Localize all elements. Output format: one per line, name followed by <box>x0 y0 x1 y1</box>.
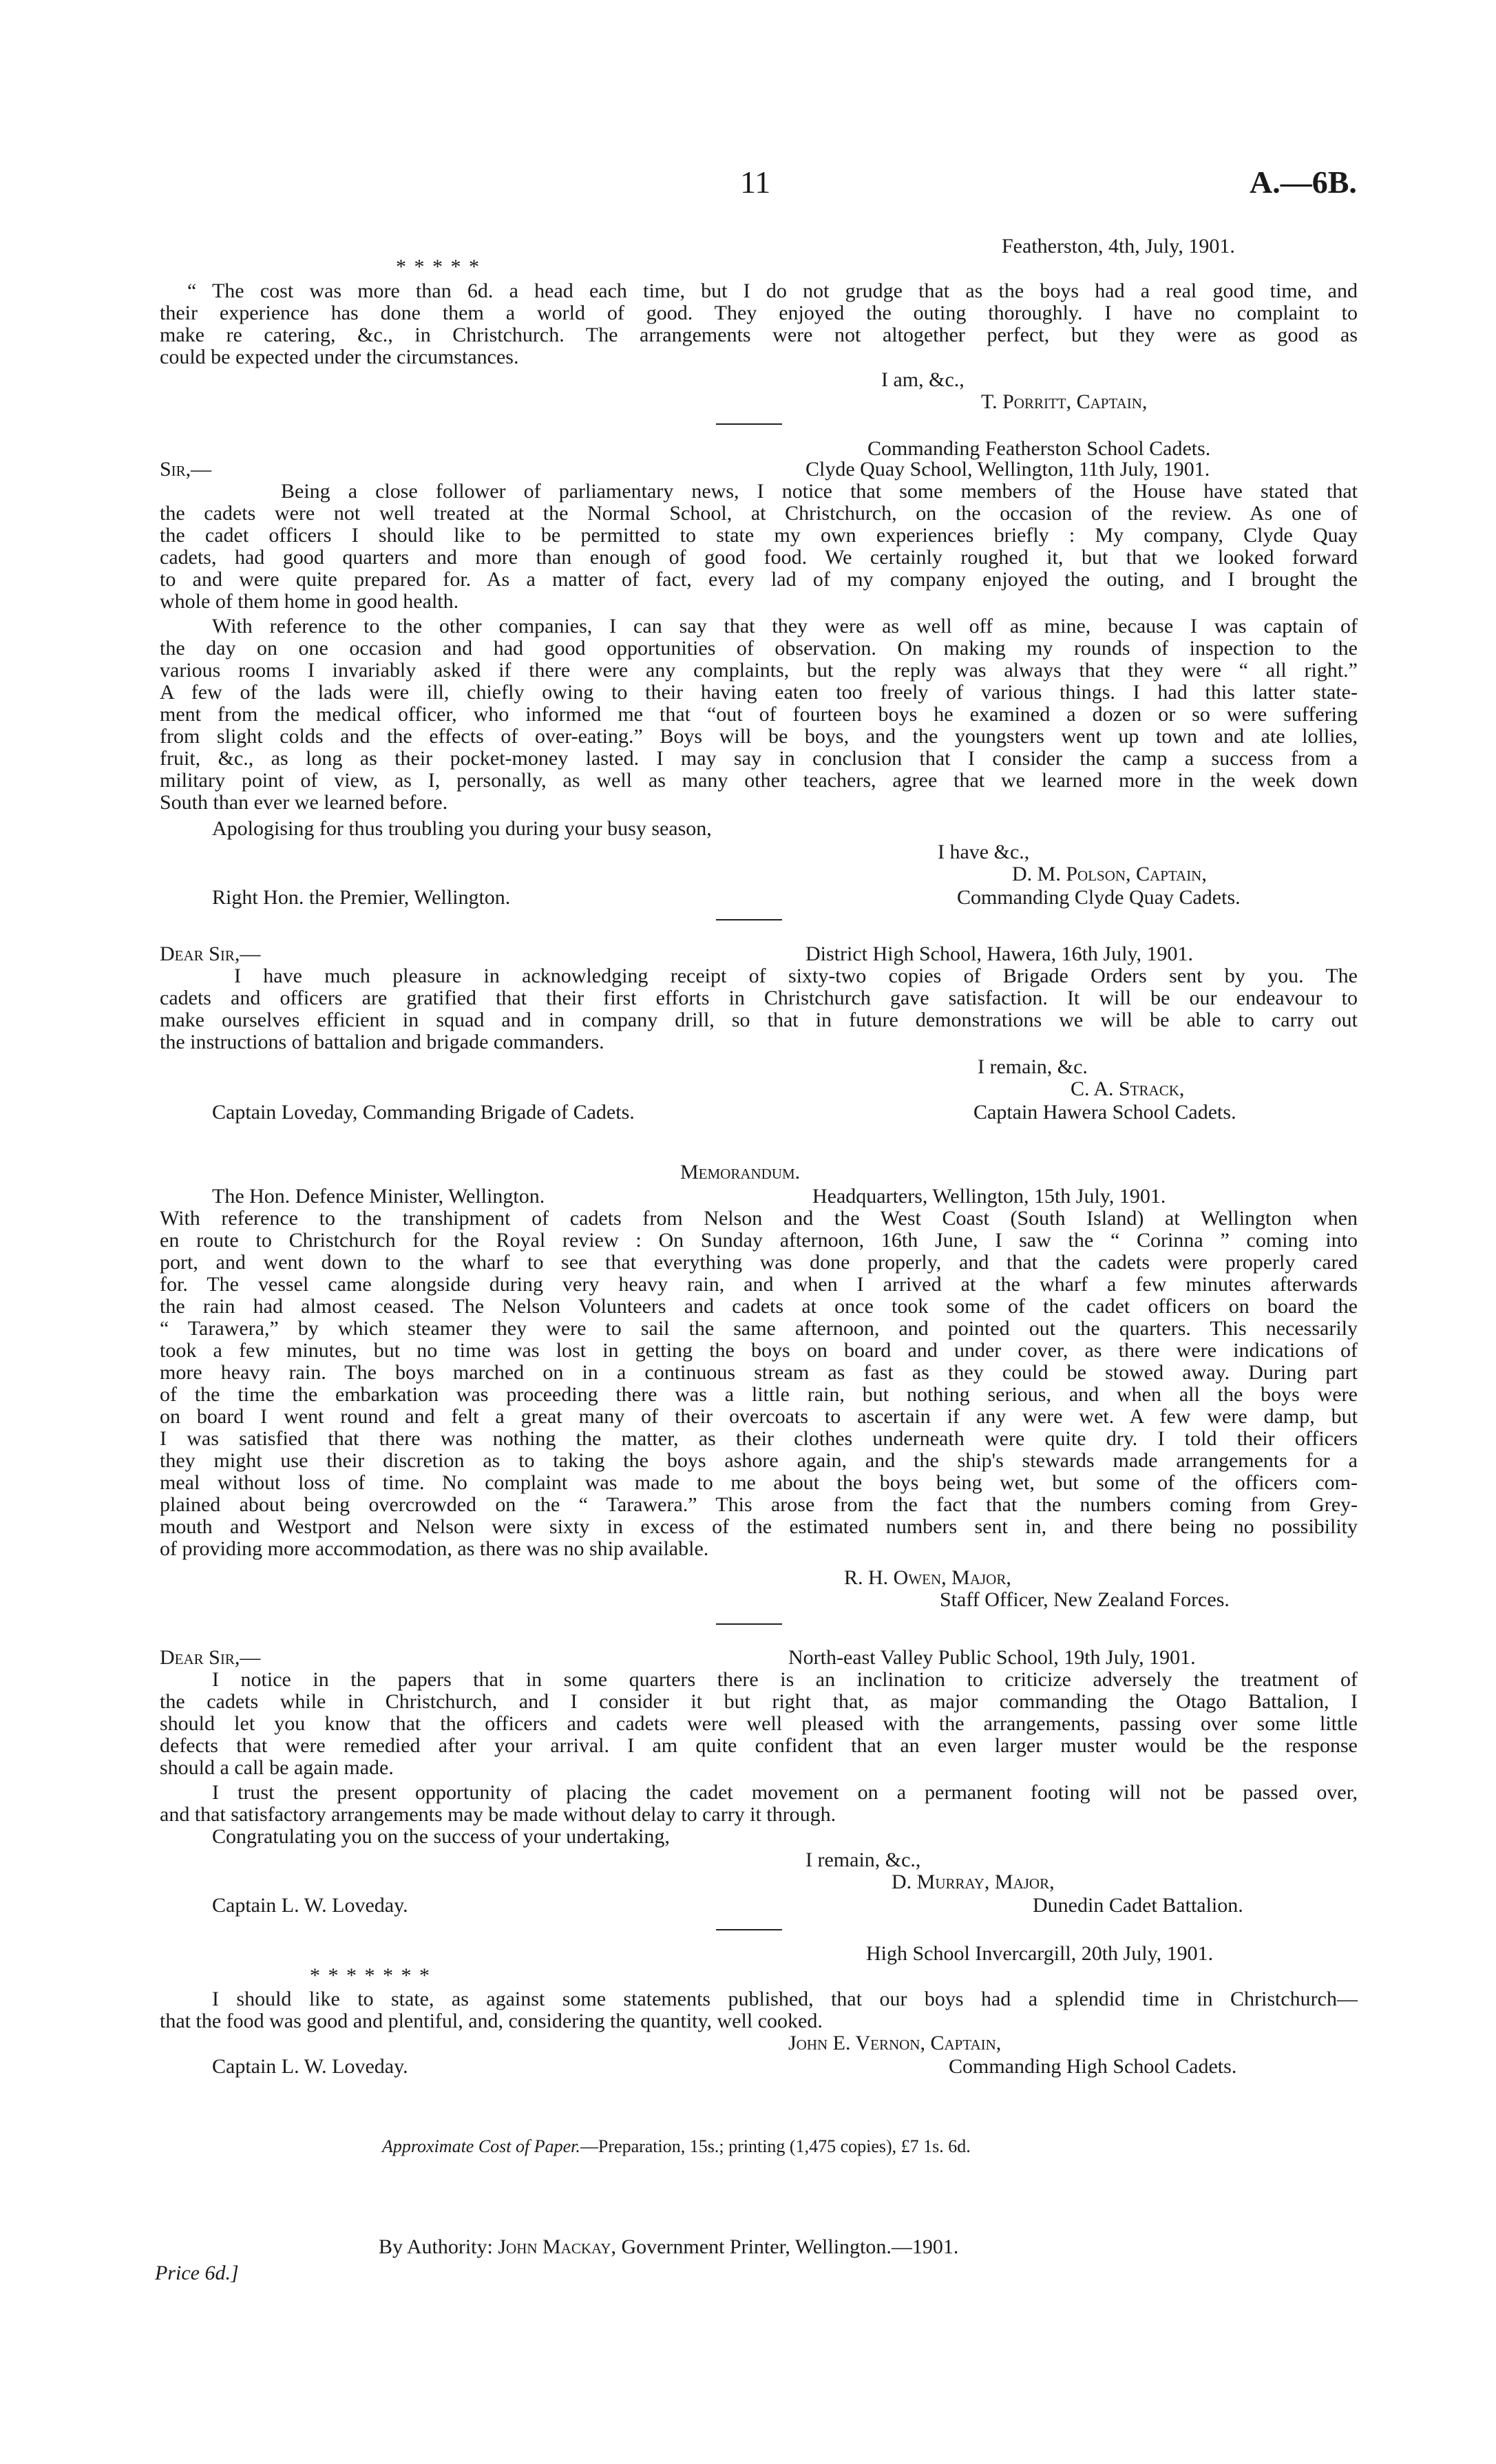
letter5-dateline: North-east Valley Public School, 19th July, 1901. <box>788 1646 1196 1669</box>
text-line: their experience has done them a world of good. They enjoyed the outing thoroughly. I have no complaint to <box>160 302 1358 324</box>
letter5-para3: Congratulating you on the success of your undertaking, <box>212 1825 670 1848</box>
text-line: and that satisfactory arrangements may be made without delay to carry it through. <box>160 1803 836 1826</box>
text-line: of providing more accommodation, as there was no ship available. <box>160 1537 709 1560</box>
separator-rule <box>716 423 782 425</box>
letter3-signer-title: Captain Hawera School Cadets. <box>973 1101 1236 1124</box>
letter2-para3: Apologising for thus troubling you during your busy season, <box>212 817 712 840</box>
letter2-signer: D. M. Polson, Captain, <box>1012 863 1207 885</box>
cost-text: —Preparation, 15s.; printing (1,475 copies), £7 1s. 6d. <box>580 2136 971 2156</box>
memo-addressee: The Hon. Defence Minister, Wellington. <box>212 1185 545 1208</box>
letter1-body <box>160 280 1358 368</box>
text-line: the cadets were not well treated at the Normal School, at Christchurch, on the occasion of the review. As one of <box>160 502 1358 525</box>
text-line: more heavy rain. The boys marched on in a continuous stream as fast as they could be stowed away. During part <box>160 1361 1358 1384</box>
letter1-signer-title: Commanding Featherston School Cadets. <box>867 437 1211 460</box>
document-reference: A.—6B. <box>1250 165 1357 200</box>
printer-imprint <box>379 2235 958 2259</box>
text-line: en route to Christchurch for the Royal review : On Sunday afternoon, 16th June, I saw the “ Corinna ” coming into <box>160 1229 1358 1252</box>
printer-name: John Mackay, <box>498 2235 616 2258</box>
text-line: “ Tarawera,” by which steamer they were to sail the same afternoon, and pointed out the quarters. This necessarily <box>160 1317 1358 1340</box>
letter2-salutation: Sir,— <box>160 458 212 481</box>
letter2-addressee: Right Hon. the Premier, Wellington. <box>212 886 511 909</box>
text-line: plained about being overcrowded on the “ Tarawera.” This arose from the fact that the numbers coming from Grey- <box>160 1493 1358 1516</box>
authority-prefix: By Authority: <box>379 2235 493 2258</box>
letter1-signer: T. Porritt, Captain, <box>981 390 1148 413</box>
letter3-dateline: District High School, Hawera, 16th July, 1901. <box>805 943 1193 965</box>
memo-signer-title: Staff Officer, New Zealand Forces. <box>940 1588 1230 1611</box>
memo-signer: R. H. Owen, Major, <box>844 1566 1011 1589</box>
letter3-addressee: Captain Loveday, Commanding Brigade of Cadets. <box>212 1101 635 1124</box>
letter2-para1 <box>160 481 1358 613</box>
text-line: military point of view, as I, personally, as well as many other teachers, agree that we learned more in the week down <box>160 769 1358 792</box>
text-line: various rooms I invariably asked if there were any complaints, but the reply was always that they were “ all right.” <box>160 659 1358 682</box>
text-line: from slight colds and the effects of over-eating.” Boys will be boys, and the youngsters went up town and ate lollies, <box>160 725 1358 748</box>
text-line: With reference to the other companies, I can say that they were as well off as mine, because I was captain of <box>212 615 1358 638</box>
text-line: A few of the lads were ill, chiefly owing to their having eaten too freely of various things. I had this latter state- <box>160 681 1358 704</box>
letter2-closing: I have &c., <box>938 841 1030 863</box>
text-line: I was satisfied that there was nothing the matter, as their clothes underneath were quite dry. I told their officers <box>160 1427 1358 1450</box>
text-line: South than ever we learned before. <box>160 791 448 814</box>
memo-heading: Memorandum. <box>680 1161 801 1183</box>
letter2-para2 <box>160 615 1358 814</box>
text-line: the rain had almost ceased. The Nelson Volunteers and cadets at once took some of the cadet officers on board the <box>160 1295 1358 1318</box>
text-line: “ The cost was more than 6d. a head each time, but I do not grudge that as the boys had a real good time, and <box>187 280 1358 302</box>
text-line: of the time the embarkation was proceeding there was a little rain, but nothing serious, and when all the boys were <box>160 1383 1358 1406</box>
letter3-body <box>160 965 1358 1053</box>
cost-note <box>382 2136 971 2157</box>
text-line: the cadet officers I should like to be permitted to state my own experiences briefly : My company, Clyde Quay <box>160 524 1358 547</box>
text-line: whole of them home in good health. <box>160 590 459 613</box>
separator-rule <box>716 1929 782 1930</box>
text-line: make re catering, &c., in Christchurch. The arrangements were not altogether perfect, but they were as good as <box>160 324 1358 346</box>
text-line: should let you know that the officers and cadets were well pleased with the arrangements, passing over some little <box>160 1712 1358 1735</box>
letter1-ellipsis-stars: * * * * * <box>396 255 481 278</box>
text-line: With reference to the transhipment of cadets from Nelson and the West Coast (South Island) at Wellington when <box>160 1207 1358 1230</box>
text-line: make ourselves efficient in squad and in company drill, so that in future demonstrations we will be able to carry out <box>160 1009 1358 1031</box>
text-line: the instructions of battalion and brigade commanders. <box>160 1031 604 1053</box>
letter3-closing: I remain, &c. <box>978 1055 1088 1078</box>
letter6-addressee: Captain L. W. Loveday. <box>212 2055 408 2078</box>
letter6-body <box>160 1988 1358 2032</box>
letter3-salutation: Dear Sir,— <box>160 943 261 965</box>
letter6-ellipsis-stars: * * * * * * * <box>310 1964 431 1987</box>
letter5-signer-title: Dunedin Cadet Battalion. <box>1033 1894 1243 1917</box>
text-line: meal without loss of time. No complaint was made to me about the boys being wet, but some of the officers com- <box>160 1471 1358 1494</box>
memo-dateline: Headquarters, Wellington, 15th July, 1901. <box>812 1185 1166 1208</box>
page-number: 11 <box>740 165 771 200</box>
text-line: they might use their discretion as to taking the boys ashore again, and the ship's stewards made arrangements for a <box>160 1449 1358 1472</box>
letter5-signer: D. Murray, Major, <box>892 1871 1055 1893</box>
text-line: for. The vessel came alongside during very heavy rain, and when I arrived at the wharf a few minutes afterwards <box>160 1273 1358 1296</box>
letter6-signer-title: Commanding High School Cadets. <box>949 2055 1237 2078</box>
letter5-closing: I remain, &c., <box>805 1849 921 1871</box>
text-line: cadets and officers are gratified that their first efforts in Christchurch gave satisfaction. It will be our endeavour to <box>160 987 1358 1009</box>
cost-label: Approximate Cost of Paper. <box>382 2136 580 2156</box>
letter5-para1 <box>160 1669 1358 1779</box>
letter2-dateline: Clyde Quay School, Wellington, 11th July, 1901. <box>805 458 1210 481</box>
text-line: cadets, had good quarters and more than enough of good food. We certainly roughed it, but that we looked forward <box>160 546 1358 569</box>
text-line: port, and went down to the wharf to see that everything was done properly, and that the cadets were properly cared <box>160 1251 1358 1274</box>
letter1-closing: I am, &c., <box>881 368 965 391</box>
text-line: that the food was good and plentiful, and, considering the quantity, well cooked. <box>160 2010 823 2032</box>
price-label: Price 6d.] <box>155 2262 239 2284</box>
memo-body <box>160 1208 1358 1560</box>
text-line: could be expected under the circumstances. <box>160 346 519 368</box>
text-line: the cadets while in Christchurch, and I consider it but right that, as major commanding the Otago Battalion, I <box>160 1690 1358 1713</box>
separator-rule <box>716 1623 782 1625</box>
authority-suffix: Government Printer, Wellington.—1901. <box>621 2235 959 2258</box>
text-line: should a call be again made. <box>160 1756 394 1779</box>
letter1-dateline: Featherston, 4th, July, 1901. <box>1002 235 1235 257</box>
text-line: took a few minutes, but no time was lost in getting the boys on board and under cover, as there were indications of <box>160 1339 1358 1362</box>
letter5-para2 <box>160 1782 1358 1826</box>
text-line: to and were quite prepared for. As a matter of fact, every lad of my company enjoyed the outing, and I brought the <box>160 568 1358 591</box>
separator-rule <box>716 919 782 920</box>
text-line: I notice in the papers that in some quarters there is an inclination to criticize adversely the treatment of <box>212 1668 1358 1691</box>
letter6-dateline: High School Invercargill, 20th July, 1901. <box>866 1942 1214 1965</box>
letter6-signer: John E. Vernon, Captain, <box>788 2032 1002 2054</box>
text-line: I trust the present opportunity of placing the cadet movement on a permanent footing will not be passed over, <box>212 1781 1358 1804</box>
text-line: fruit, &c., as long as their pocket-money lasted. I may say in conclusion that I consider the camp a success from a <box>160 747 1358 770</box>
letter5-addressee: Captain L. W. Loveday. <box>212 1894 408 1917</box>
text-line: I should like to state, as against some statements published, that our boys had a splendid time in Christchurch— <box>212 1988 1358 2010</box>
text-line: defects that were remedied after your arrival. I am quite confident that an even larger muster would be the response <box>160 1734 1358 1757</box>
text-line: ment from the medical officer, who informed me that “out of fourteen boys he examined a dozen or so were suffering <box>160 703 1358 726</box>
letter5-salutation: Dear Sir,— <box>160 1646 261 1669</box>
letter3-signer: C. A. Strack, <box>1071 1077 1185 1100</box>
text-line: the day on one occasion and had good opportunities of observation. On making my rounds of inspection to the <box>160 637 1358 660</box>
text-line: on board I went round and felt a great many of their overcoats to ascertain if any were wet. A few were damp, but <box>160 1405 1358 1428</box>
text-line: mouth and Westport and Nelson were sixty in excess of the estimated numbers sent in, and there being no possibility <box>160 1515 1358 1538</box>
letter2-signer-title: Commanding Clyde Quay Cadets. <box>957 886 1241 909</box>
text-line: I have much pleasure in acknowledging receipt of sixty-two copies of Brigade Orders sent by you. The <box>234 965 1358 987</box>
text-line: Being a close follower of parliamentary news, I notice that some members of the House have stated that <box>281 480 1358 503</box>
